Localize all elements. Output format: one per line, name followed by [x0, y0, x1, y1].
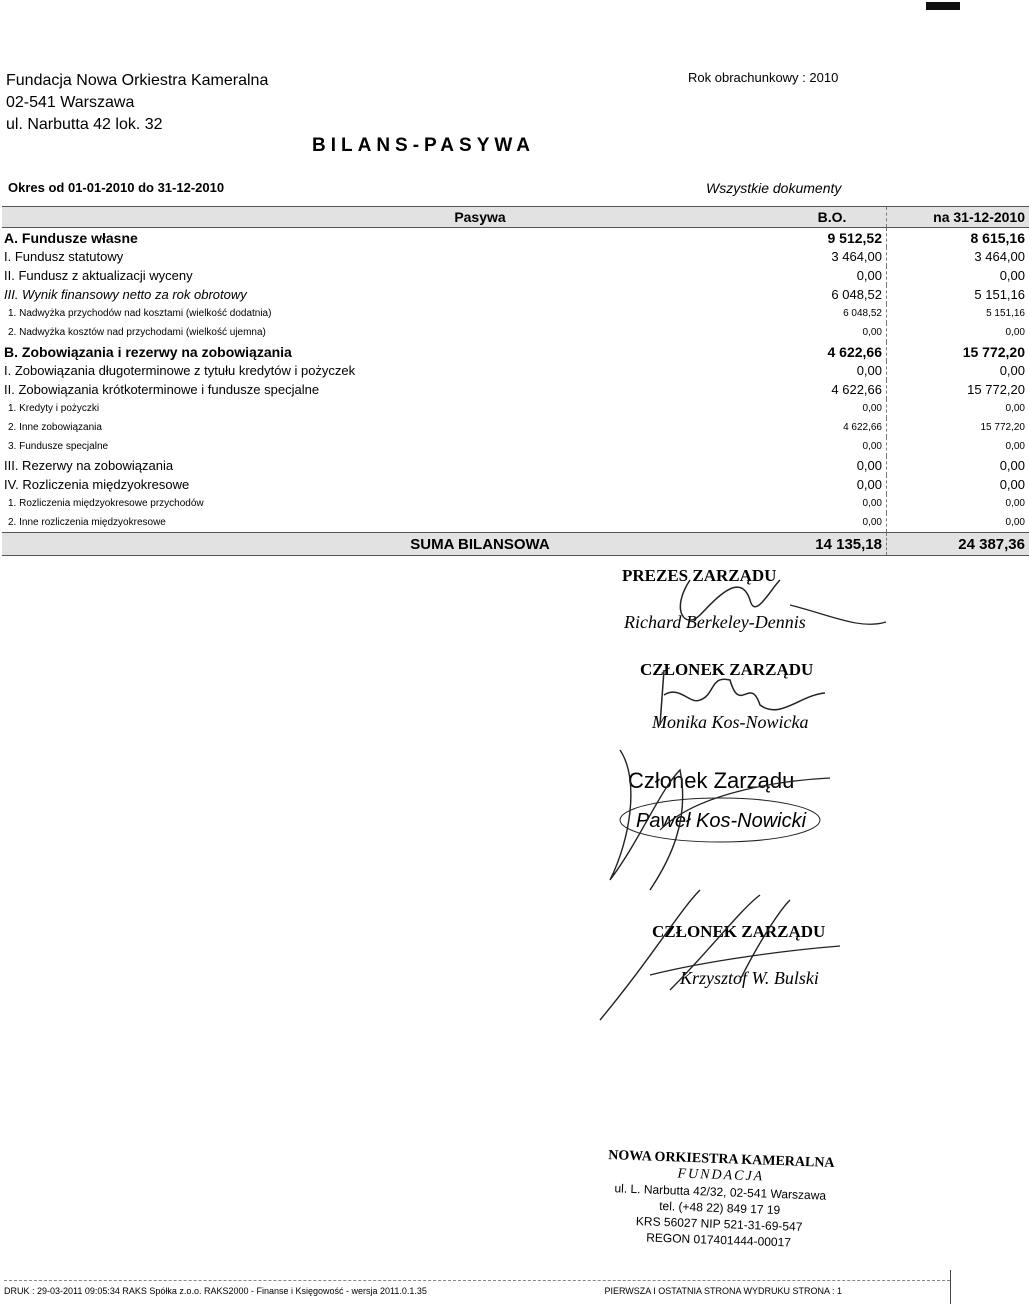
row-label: II. Zobowiązania krótkoterminowe i fundusze specjalne	[4, 382, 320, 397]
organization-block	[6, 70, 268, 136]
stamp-line-3: ul. L. Narbutta 42/32, 02-541 Warszawa	[614, 1181, 827, 1203]
row-label: 1. Nadwyżka przychodów nad kosztami (wielkość dodatnia)	[8, 308, 272, 319]
table-row	[2, 285, 1029, 304]
row-bo: 3 464,00	[780, 247, 887, 266]
row-bo: 4 622,66	[780, 380, 887, 399]
signature-title-1: PREZES ZARZĄDU	[622, 566, 777, 585]
table-row	[2, 304, 1029, 323]
org-street: ul. Narbutta 42 lok. 32	[6, 116, 163, 133]
row-label: III. Rezerwy na zobowiązania	[4, 458, 174, 473]
row-bo: 0,00	[780, 323, 887, 342]
row-bo: 0,00	[780, 437, 887, 456]
header-label: Pasywa	[2, 207, 780, 228]
row-bo: 4 622,66	[780, 418, 887, 437]
org-name: Fundacja Nowa Orkiestra Kameralna	[6, 72, 269, 89]
row-bo: 4 622,66	[780, 342, 887, 361]
signature-scribble-4	[590, 880, 850, 1030]
fiscal-year-value: 2010	[809, 70, 839, 85]
sum-label: SUMA BILANSOWA	[2, 533, 780, 556]
row-bo: 0,00	[780, 456, 887, 475]
row-end: 8 615,16	[970, 229, 1025, 246]
row-end: 0,00	[999, 268, 1025, 283]
row-bo: 0,00	[780, 494, 887, 513]
row-end: 0,00	[999, 458, 1025, 473]
signature-title-3: Członek Zarządu	[628, 768, 795, 793]
table-row	[2, 247, 1029, 266]
row-end: 15 772,20	[962, 343, 1025, 360]
signature-name-3: Paweł Kos-Nowicki	[636, 810, 807, 832]
table-row	[2, 475, 1029, 494]
row-end: 3 464,00	[974, 249, 1025, 264]
row-bo: 6 048,52	[780, 285, 887, 304]
row-label: 1. Kredyty i pożyczki	[8, 403, 100, 414]
row-end: 0,00	[1005, 517, 1025, 528]
table-row	[2, 399, 1029, 418]
corner-mark	[926, 2, 960, 10]
sum-bo: 14 135,18	[780, 533, 887, 556]
row-bo: 6 048,52	[780, 304, 887, 323]
signature-scribble-1	[630, 560, 890, 640]
row-end: 0,00	[999, 477, 1025, 492]
row-label: I. Zobowiązania długoterminowe z tytułu kredytów i pożyczek	[4, 363, 356, 378]
row-bo: 9 512,52	[780, 228, 887, 248]
row-end: 5 151,16	[986, 308, 1025, 319]
table-row	[2, 342, 1029, 361]
footer-divider	[4, 1280, 950, 1281]
period: Okres od 01-01-2010 do 31-12-2010	[8, 180, 225, 195]
header-end: na 31-12-2010	[887, 207, 1029, 228]
row-bo: 0,00	[780, 475, 887, 494]
row-end: 0,00	[1005, 403, 1025, 414]
signature-title-2: CZŁONEK ZARZĄDU	[640, 660, 814, 679]
signature-name-4: Krzysztof W. Bulski	[680, 968, 819, 988]
stamp-line-6: REGON 017401444-00017	[646, 1230, 792, 1250]
table-row	[2, 228, 1029, 248]
row-bo: 0,00	[780, 361, 887, 380]
row-label: 1. Rozliczenia międzyokresowe przychodów	[8, 498, 204, 509]
header-bo: B.O.	[780, 207, 887, 228]
row-label: 2. Inne rozliczenia międzyokresowe	[8, 517, 166, 528]
row-end: 0,00	[1005, 327, 1025, 338]
org-postal: 02-541 Warszawa	[6, 94, 135, 111]
edge-line	[950, 1270, 951, 1304]
row-bo: 0,00	[780, 513, 887, 533]
row-label: III. Wynik finansowy netto za rok obrotowy	[4, 287, 247, 302]
row-label: 3. Fundusze specjalne	[8, 441, 109, 452]
row-label: II. Fundusz z aktualizacji wyceny	[4, 268, 193, 283]
table-row	[2, 437, 1029, 456]
row-label: B. Zobowiązania i rezerwy na zobowiązania	[4, 343, 292, 360]
table-row	[2, 456, 1029, 475]
row-label: 2. Nadwyżka kosztów nad przychodami (wielkość ujemna)	[8, 327, 266, 338]
row-label: A. Fundusze własne	[4, 229, 138, 246]
row-end: 5 151,16	[974, 287, 1025, 302]
fiscal-year	[688, 70, 838, 85]
row-bo: 0,00	[780, 399, 887, 418]
footer-print-info: DRUK : 29-03-2011 09:05:34 RAKS Spółka z.o.o. RAKS2000 - Finanse i Księgowość - wersja 2011.0.1.35	[4, 1286, 427, 1296]
signature-title-4: CZŁONEK ZARZĄDU	[652, 922, 826, 941]
row-end: 0,00	[1005, 441, 1025, 452]
signature-name-1: Richard Berkeley-Dennis	[624, 612, 806, 632]
table-row	[2, 513, 1029, 533]
stamp-line-2: FUNDACJA	[677, 1166, 765, 1185]
row-end: 15 772,20	[980, 422, 1025, 433]
organization-stamp	[588, 1147, 851, 1252]
stamp-line-5: KRS 56027 NIP 521-31-69-547	[635, 1214, 803, 1234]
row-label: IV. Rozliczenia międzyokresowe	[4, 477, 190, 492]
footer-page-info: PIERWSZA I OSTATNIA STRONA WYDRUKU STRONA : 1	[604, 1286, 842, 1296]
signature-name-2: Monika Kos-Nowicka	[652, 712, 809, 732]
row-label: I. Fundusz statutowy	[4, 249, 124, 264]
table-header	[2, 207, 1029, 228]
fiscal-year-label: Rok obrachunkowy :	[688, 70, 806, 85]
table-row	[2, 380, 1029, 399]
stamp-line-1: NOWA ORKIESTRA KAMERALNA	[608, 1148, 835, 1171]
documents-scope: Wszystkie dokumenty	[706, 180, 842, 196]
sum-row	[2, 533, 1029, 556]
row-bo: 0,00	[780, 266, 887, 285]
signature-scribble-2	[640, 665, 840, 735]
table-row	[2, 266, 1029, 285]
stamp-line-4: tel. (+48 22) 849 17 19	[658, 1198, 781, 1218]
balance-table	[2, 206, 1029, 556]
table-row	[2, 494, 1029, 513]
row-end: 0,00	[1005, 498, 1025, 509]
row-end: 0,00	[999, 363, 1025, 378]
table-row	[2, 361, 1029, 380]
table-row	[2, 323, 1029, 342]
sum-end: 24 387,36	[887, 533, 1029, 556]
row-end: 15 772,20	[967, 382, 1025, 397]
row-label: 2. Inne zobowiązania	[8, 422, 102, 433]
page-title: BILANS-PASYWA	[312, 135, 535, 156]
table-row	[2, 418, 1029, 437]
